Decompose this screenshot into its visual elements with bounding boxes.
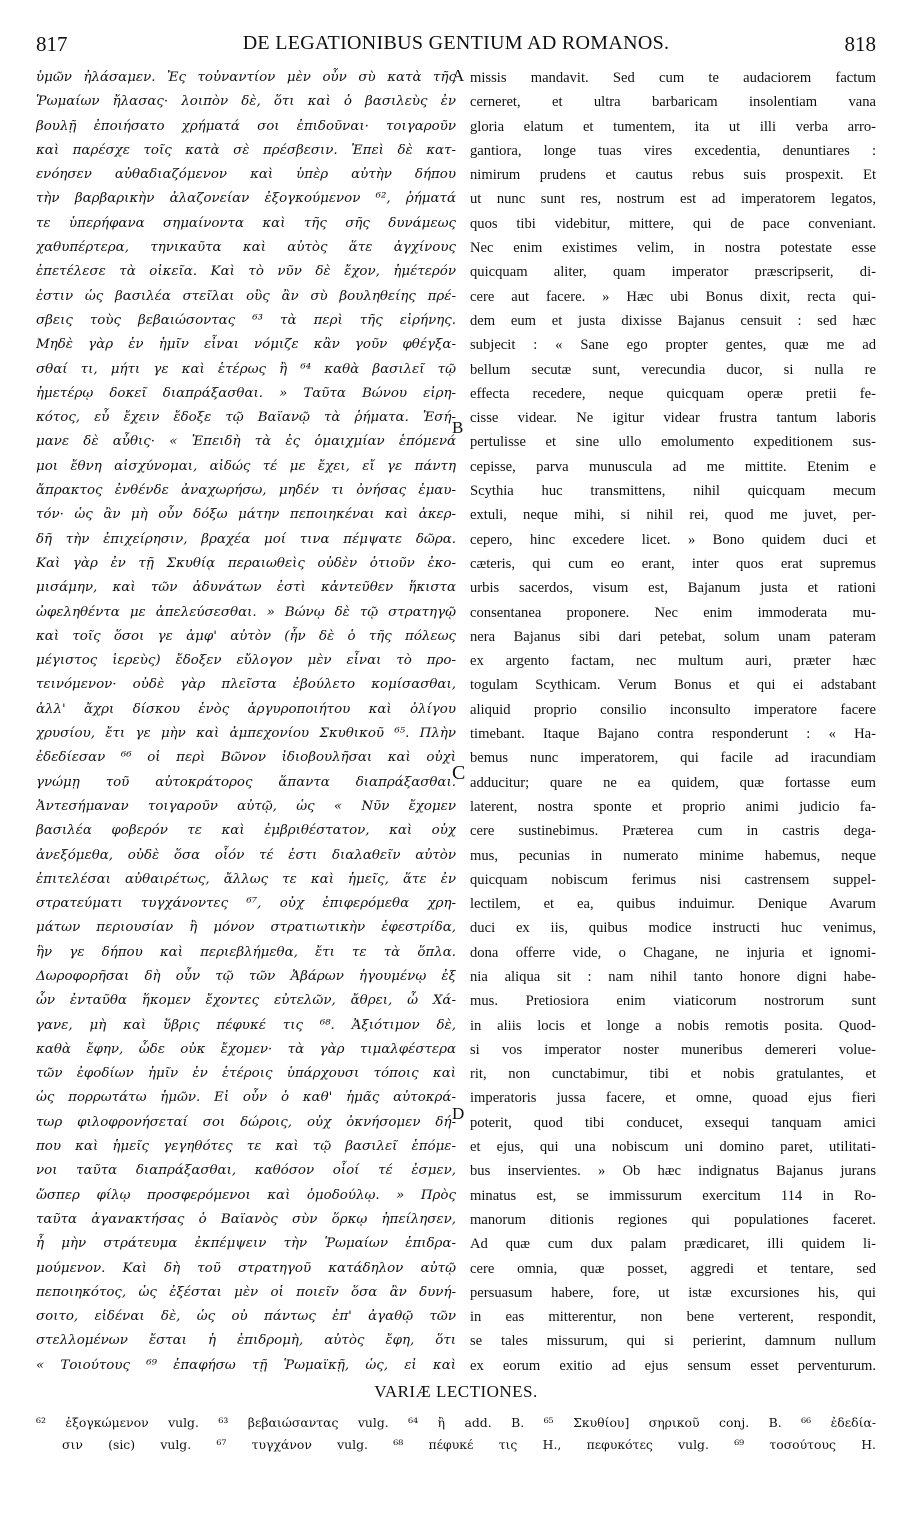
text-line: si vos imperator noster muneribus demereri volue-: [470, 1041, 876, 1058]
text-line: πεποιηκότος, ὡς ἐξέσται μὲν οἱ ποιεῖν ὅσα ἂν δυνή-: [36, 1284, 456, 1300]
text-line: bus inservientes. » Ob hæc indignatus Bajanus jurans: [470, 1163, 876, 1180]
text-line: Μηδὲ γὰρ ἐν ἡμῖν εἶναι νόμιζε κἂν γοῦν φθέγξα-: [36, 337, 456, 353]
text-line: Ῥωμαίων ἤλασας· λοιπὸν δὲ, ὅτι καὶ ὁ βασιλεὺς ἐν: [36, 94, 456, 110]
text-line: ἡμετέρῳ δοκεῖ διαπράξασθαι. » Ταῦτα Βώνου εἰρη-: [36, 385, 456, 401]
text-line: βουλῇ ἐποιήσατο χρήματά σοι ἐπιδοῦναι· τοιγαροῦν: [36, 118, 456, 134]
text-line: ἄπρακτος ἐνθένδε ἀναχωρήσω, μηδέν τι ὀνήσας ἐμαυ-: [36, 483, 456, 499]
text-line: τὴν βαρβαρικὴν ἀλαζονείαν ἐξογκούμενον ⁶², ῥήματά: [36, 191, 456, 207]
text-line: imperatoris jussa facere, et omne, quoad ejus fieri: [470, 1090, 876, 1107]
text-line: manorum ditionis regiones qui populationes faceret.: [470, 1211, 876, 1228]
text-line: in aliis locis et longe a nobis remotis posita. Quod-: [470, 1017, 876, 1034]
text-line: ὧν ἐνταῦθα ἥκομεν ἔχοντες εὐτελῶν, ἄθρει, ὦ Χά-: [36, 993, 456, 1009]
text-line: mus, pecunias in numerato minime habemus, neque: [470, 847, 876, 864]
text-line: mus. Pretiosiora enim viaticorum nostrorum sunt: [470, 993, 876, 1010]
text-line: ὠφεληθέντα με ἀπελεύσεσθαι. » Βώνῳ δὲ τῷ στρατηγῷ: [36, 604, 456, 620]
text-line: ἀλλ' ἄχρι δίσκου ἑνὸς ἀργυροποιήτου καὶ ὀλίγου: [36, 701, 456, 717]
text-line: nimirum prudens et cautus rebus suis prospexit. Et: [470, 167, 876, 184]
text-line: timebant. Itaque Bajano contra responderunt : « Ha-: [470, 726, 876, 743]
text-line: dem eum et justa dixisse Bajanus censuit : sed hæc: [470, 312, 876, 329]
text-line: consentanea proponere. Nec enim immoderata mu-: [470, 604, 876, 621]
text-line: ἦ μὴν στράτευμα ἐκπέμψειν τὴν Ῥωμαίων ἐπιδρα-: [36, 1236, 456, 1252]
text-line: ὡς πορρωτάτω ἡμῶν. Εἰ οὖν ὁ καθ' ἡμᾶς αὐτοκρά-: [36, 1090, 456, 1106]
text-line: σοιτο, εἰδέναι δὲ, ὡς οὐ πάντως ἐπ' ἀγαθῷ τῶν: [36, 1309, 456, 1325]
text-line: gloria elatum et tumentem, ita ut illi verba arro-: [470, 118, 876, 135]
text-line: adducitur; quare ne ea quidem, quæ fortasse eum: [470, 774, 876, 791]
margin-letter-d: D: [452, 1104, 465, 1123]
text-line: bemus nunc imperatorem, qui facile ad iracundiam: [470, 750, 876, 767]
text-line: cepisse, parva munuscula ad me mittite. Etenim e: [470, 458, 876, 475]
text-line: quicquam nobiscum ferimus nisi castrensem suppel-: [470, 871, 876, 888]
text-line: se tales missurum, qui si perierint, damnum nullum: [470, 1333, 876, 1350]
text-line: missis mandavit. Sed cum te audaciorem factum: [470, 70, 876, 86]
text-line: ex eorum exitio ad ejus sensum esset perventurum.: [470, 1357, 876, 1374]
text-line: χρυσίου, ἔτι γε μὴν καὶ ἀμπεχονίου Σκυθικοῦ ⁶⁵. Πλὴν: [36, 726, 456, 742]
text-line: bellum secutæ sunt, verecundia ducor, si nulla re: [470, 361, 876, 378]
text-line: στελλομένων ἔσται ἡ ἐπιδρομὴ, αὐτὸς ἔφη, ὅτι: [36, 1333, 456, 1349]
text-line: ἐδεδίεσαν ⁶⁶ οἱ περὶ Βῶνον ἰδιοβουλῆσαι καὶ οὐχὶ: [36, 750, 456, 766]
text-line: ἐπετέλεσε τὰ οἰκεῖα. Καὶ τὸ νῦν δὲ ἔχον, ἡμέτερόν: [36, 264, 456, 280]
page-number-right: 818: [844, 32, 876, 56]
text-line: cisse videar. Ne igitur videar frustra tantum laboris: [470, 410, 876, 427]
text-line: μάτων περιουσίαν ἢ μόνον στρατιωτικὴν ἐφεστρίδα,: [36, 920, 456, 936]
text-line: ὑμῶν ἠλάσαμεν. Ἐς τοὐναντίον μὲν οὖν σὺ κατὰ τῆς: [36, 70, 456, 85]
text-line: in eas mitterentur, non bene verterent, respondit,: [470, 1309, 876, 1326]
text-line: ἐπιτελέσαι αὐθαιρέτως, ἄλλως τε καὶ ἡμεῖς, ἅτε ἐν: [36, 871, 456, 887]
text-line: Καὶ γὰρ ἐν τῇ Σκυθίᾳ περαιωθεὶς οὐδὲν ὁτιοῦν ἐκο-: [36, 555, 456, 571]
text-line: dona offerre vide, o Chagane, ne injuria et ignomi-: [470, 944, 876, 961]
text-line: persuasum habere, fore, ut istæ excursiones his, qui: [470, 1284, 876, 1301]
latin-text-column: [470, 66, 876, 1374]
text-line: Δωροφορῆσαι δὴ οὖν τῷ τῶν Ἀβάρων ἡγουμένῳ ἐξ: [36, 968, 456, 984]
text-line: gantiora, longe tuas vires excedentia, denuntiares :: [470, 142, 876, 159]
note-line: σιν (sic) vulg. ⁶⁷ τυγχάνον vulg. ⁶⁸ πέφυκέ τις H., πεφυκότες vulg. ⁶⁹ τοσούτους H.: [62, 1437, 876, 1452]
text-line: nia aliqua sit : nam nihil tanto honore digni habe-: [470, 968, 876, 985]
text-line: nera Bajanus sibi dari petebat, solum unam pateram: [470, 628, 876, 645]
text-line: subjecit : « Sane ego propter gentes, quæ me ad: [470, 337, 876, 354]
text-line: minatus est, se immissurum exercitum 114 in Ro-: [470, 1187, 876, 1204]
text-line: ἐστιν ὡς βασιλέα στεῖλαι οὓς ἂν σὺ βουληθείης πρέ-: [36, 288, 456, 304]
text-line: et ejus, qui una nobiscum uni domino paret, utilitati-: [470, 1139, 876, 1156]
text-line: extuli, neque mihi, si nihil rei, quod me juvet, per-: [470, 507, 876, 524]
text-line: σθαί τι, μήτι γε καὶ ἑτέρως ἢ ⁶⁴ καθὰ βασιλεῖ τῷ: [36, 361, 456, 377]
text-line: νοι ταῦτα διαπράξασθαι, καθόσον οἷοί τέ ἐσμεν,: [36, 1163, 456, 1179]
text-line: τῶν ἐφοδίων ἡμῖν ἐν ἑτέροις ὑπάρχουσι τόποις καὶ: [36, 1066, 456, 1082]
text-line: γανε, μὴ καὶ ὕβρις πέφυκέ τις ⁶⁸. Ἀξιότιμον δὲ,: [36, 1017, 456, 1033]
text-line: cere omnia, quæ posset, aggredi et tentare, sed: [470, 1260, 876, 1277]
text-line: cerneret, et ultra barbaricam insolentiam vana: [470, 94, 876, 111]
text-line: ταῦτα ἀγανακτήσας ὁ Βαϊανὸς σὺν ὅρκῳ ἠπείλησεν,: [36, 1211, 456, 1227]
text-line: μανε δὲ αὖθις· « Ἐπειδὴ τὰ ἐς ὁμαιχμίαν ἑπόμενά: [36, 434, 456, 450]
text-line: lectilem, et ea, quibus induimur. Denique Avarum: [470, 896, 876, 913]
text-line: μοι ἔθνη αἰσχύνομαι, αἰδώς τέ με ἔχει, εἴ γε πάντη: [36, 458, 456, 474]
text-line: γνώμῃ τοῦ αὐτοκράτορος ἅπαντα διαπράξασθαι.: [36, 774, 456, 790]
text-line: καὶ παρέσχε τοῖς κατὰ σὲ πρέσβεσιν. Ἐπεὶ δὲ κατ-: [36, 142, 456, 158]
text-line: urbis sacerdos, visum est, Bajanum justa et rationi: [470, 580, 876, 597]
text-line: μούμενον. Καὶ δὴ τοῦ στρατηγοῦ κατάδηλον αὐτῷ: [36, 1260, 456, 1276]
text-line: aliquid proprio consilio inconsulto imperatore facere: [470, 701, 876, 718]
text-line: « Τοιούτους ⁶⁹ ἐπαφήσω τῇ Ῥωμαϊκῇ, ὡς, εἰ καὶ: [36, 1357, 456, 1373]
text-line: ἀνεξόμεθα, οὐδὲ ὅσα οἷόν τέ ἐστι διαλαθεῖν αὐτὸν: [36, 847, 456, 863]
text-line: poterit, quod tibi conducet, exsequi tanquam amici: [470, 1114, 876, 1131]
text-line: χαθυπέρτερα, τηνικαῦτα καὶ αὐτὸς ἅτε ἀγχίνους: [36, 240, 456, 256]
text-line: cepero, hinc excedere licet. » Bono quidem duci et: [470, 531, 876, 548]
text-line: καὶ τοῖς ὅσοι γε ἀμφ' αὐτὸν (ἦν δὲ ὁ τῆς πόλεως: [36, 628, 456, 644]
margin-letter-b: B: [452, 418, 464, 437]
text-line: rit, non cunctabimur, tibi et nobis gratulantes, et: [470, 1066, 876, 1083]
text-line: μέγιστος ἱερεὺς) ἔδοξεν εὔλογον μὲν εἶναι τὸ προ-: [36, 653, 456, 669]
page-header: [36, 32, 876, 62]
text-line: τόν· ὡς ἂν μὴ οὖν δόξω μάτην πεποιηκέναι καὶ ἀκερ-: [36, 507, 456, 523]
margin-letter-a: A: [452, 66, 465, 85]
text-line: Ἀντεσήμαναν τοιγαροῦν αὐτῷ, ὡς « Νῦν ἔχομεν: [36, 798, 456, 814]
text-line: quos tibi videbitur, mittere, qui de pace conveniant.: [470, 215, 876, 232]
text-line: duci ex iis, quibus modice instructi huc venimus,: [470, 920, 876, 937]
variae-lectiones-notes: [36, 1412, 876, 1456]
text-line: cere aut facere. » Hæc ubi Bonus dixit, recta qui-: [470, 288, 876, 305]
text-line: δῆ τὴν ἐπιχείρησιν, βραχέα μοί τινα πέμψατε δῶρα.: [36, 531, 456, 547]
text-line: τωρ φιλοφρονήσεταί σοι δώροις, οὐχ ὀκνήσομεν δή-: [36, 1114, 456, 1130]
text-line: σβεις τοὺς βεβαιώσοντας ⁶³ τὰ περὶ τῆς εἰρήνης.: [36, 312, 456, 328]
text-line: ex argento factam, nec multum auri, præter hæc: [470, 653, 876, 670]
text-line: cæteris, qui cum eo erant, inter quos erat supremus: [470, 555, 876, 572]
text-line: στρατεύματι τυγχάνοντες ⁶⁷, οὐχ ἐπιφερόμεθα χρη-: [36, 896, 456, 912]
text-line: laterent, nostra sponte et proprio animi judicio fa-: [470, 798, 876, 815]
text-line: τε ὑπερήφανα σημαίνοντα καὶ τῆς σῆς δυνάμεως: [36, 215, 456, 231]
text-line: κότος, εὖ ἔχειν ἔδοξε τῷ Βαϊανῷ τὰ ῥήματα. Ἐσή-: [36, 410, 456, 426]
margin-letter-c: C: [452, 762, 466, 784]
variae-lectiones-heading: VARIÆ LECTIONES.: [374, 1382, 538, 1401]
text-line: καθὰ ἔφην, ὧδε οὐκ ἔχομεν· τὰ γὰρ τιμαλφέστερα: [36, 1041, 456, 1057]
text-line: effecta recedere, neque quicquam operæ pretii fe-: [470, 385, 876, 402]
text-line: Ad quæ cum dux palam prædicaret, illi quidem li-: [470, 1236, 876, 1253]
text-line: Scythia huc transmittens, nihil quicquam mecum: [470, 483, 876, 500]
text-line: μισάμην, καὶ τῶν ἀδυνάτων ἐστὶ κἀντεῦθεν ἥκιστα: [36, 580, 456, 596]
running-title: DE LEGATIONIBUS GENTIUM AD ROMANOS.: [242, 32, 670, 54]
text-line: ut nunc sunt res, nostrum est ad imperatorem legatos,: [470, 191, 876, 208]
text-line: quicquam aliter, quam imperator præscripserit, di-: [470, 264, 876, 281]
text-line: cere sustinebimus. Præterea cum in castris dega-: [470, 823, 876, 840]
note-line: ⁶² ἐξογκώμενον vulg. ⁶³ βεβαιώσαντας vulg. ⁶⁴ ἢ add. B. ⁶⁵ Σκυθίου] σηρικοῦ conj. B. ⁶⁶ ἐδεδία-: [36, 1415, 876, 1430]
text-line: ἣν γε δήπου καὶ περιεβλήμεθα, ἔτι τε τὰ ὅπλα.: [36, 944, 456, 960]
page-number-left: 817: [36, 32, 68, 56]
text-line: βασιλέα φοβερόν τε καὶ ἐμβριθέστατον, καὶ οὐχ: [36, 823, 456, 839]
text-line: ενόησεν αὐθαδιαζόμενον καὶ ὑπὲρ αὐτὴν δήπου: [36, 167, 456, 183]
greek-text-column: [36, 66, 456, 1374]
text-line: pertulisse et sine ullo emolumento expeditionem sus-: [470, 434, 876, 451]
text-line: Nec enim existimes velim, in nostra potestate esse: [470, 240, 876, 257]
text-line: togulam Scythicam. Verum Bonus et qui ei adstabant: [470, 677, 876, 694]
text-line: τεινόμενον· οὐδὲ γὰρ πλεῖστα ἐβούλετο κομίσασθαι,: [36, 677, 456, 693]
text-line: ὥσπερ φίλῳ προσφερόμενοι καὶ ὁμοδούλῳ. » Πρὸς: [36, 1187, 456, 1203]
text-line: που καὶ ἡμεῖς γεγηθότες τε καὶ τῷ βασιλεῖ ἑπόμε-: [36, 1139, 456, 1155]
